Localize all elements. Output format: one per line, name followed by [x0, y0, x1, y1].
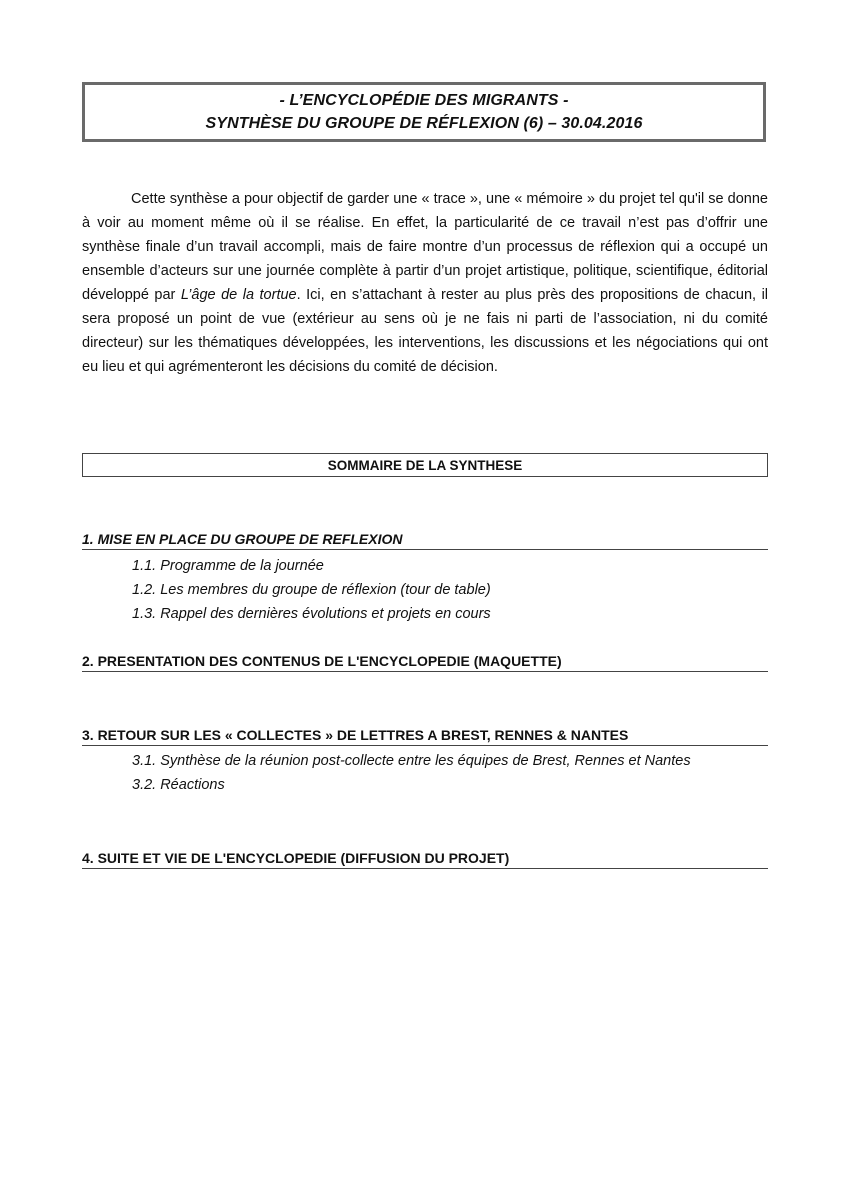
section-heading-4: 4. SUITE ET VIE DE L'ENCYCLOPEDIE (DIFFUSION DU PROJET) — [82, 849, 768, 869]
subsection-1-1: 1.1. Programme de la journée — [132, 558, 324, 574]
subsection-1-2: 1.2. Les membres du groupe de réflexion (tour de table) — [132, 582, 491, 598]
subsection-3-1: 3.1. Synthèse de la réunion post-collecte entre les équipes de Brest, Rennes et Nantes — [132, 753, 691, 769]
section-heading-1: 1. MISE EN PLACE DU GROUPE DE REFLEXION — [82, 530, 768, 550]
subsection-1-3: 1.3. Rappel des dernières évolutions et projets en cours — [132, 606, 491, 622]
document-title: - L’ENCYCLOPÉDIE DES MIGRANTS - — [279, 92, 569, 109]
summary-title: SOMMAIRE DE LA SYNTHESE — [327, 457, 523, 473]
document-subtitle: SYNTHÈSE DU GROUPE DE RÉFLEXION (6) – 30.04.2016 — [205, 115, 643, 132]
intro-italic-title: L’âge de la tortue — [180, 287, 297, 303]
section-heading-2: 2. PRESENTATION DES CONTENUS DE L'ENCYCLOPEDIE (MAQUETTE) — [82, 652, 768, 672]
intro-text-end: . Ici, en s’attachant à rester au plus près des propositions de chacun, il sera proposé un point de vue (extérieur au sens où je ne fais ni parti de l’association, ni du comité directeur) sur les thématiques développées, les interventions, les discussions et les négociations qui ont eu lieu et qui agrémenteront les décisions du comité de décision. — [82, 287, 769, 375]
intro-paragraph — [82, 187, 768, 379]
section-heading-3: 3. RETOUR SUR LES « COLLECTES » DE LETTRES A BREST, RENNES & NANTES — [82, 726, 768, 746]
subsection-3-2: 3.2. Réactions — [132, 777, 225, 793]
summary-title-box — [82, 453, 768, 477]
intro-text-start: Cette synthèse a pour objectif de garder une « trace », une « mémoire » du projet tel qu'il se donne à voir au moment même où il se réalise. En effet, la particularité de ce travail n’est pas d’offrir une synthèse finale d’un travail accompli, mais de faire montre d’un processus de réflexion qui a occupé un ensemble d’acteurs sur une journée complète à partir d’un projet artistique, politique, scientifique, éditorial développé par — [82, 191, 768, 303]
document-title-box — [82, 82, 766, 142]
